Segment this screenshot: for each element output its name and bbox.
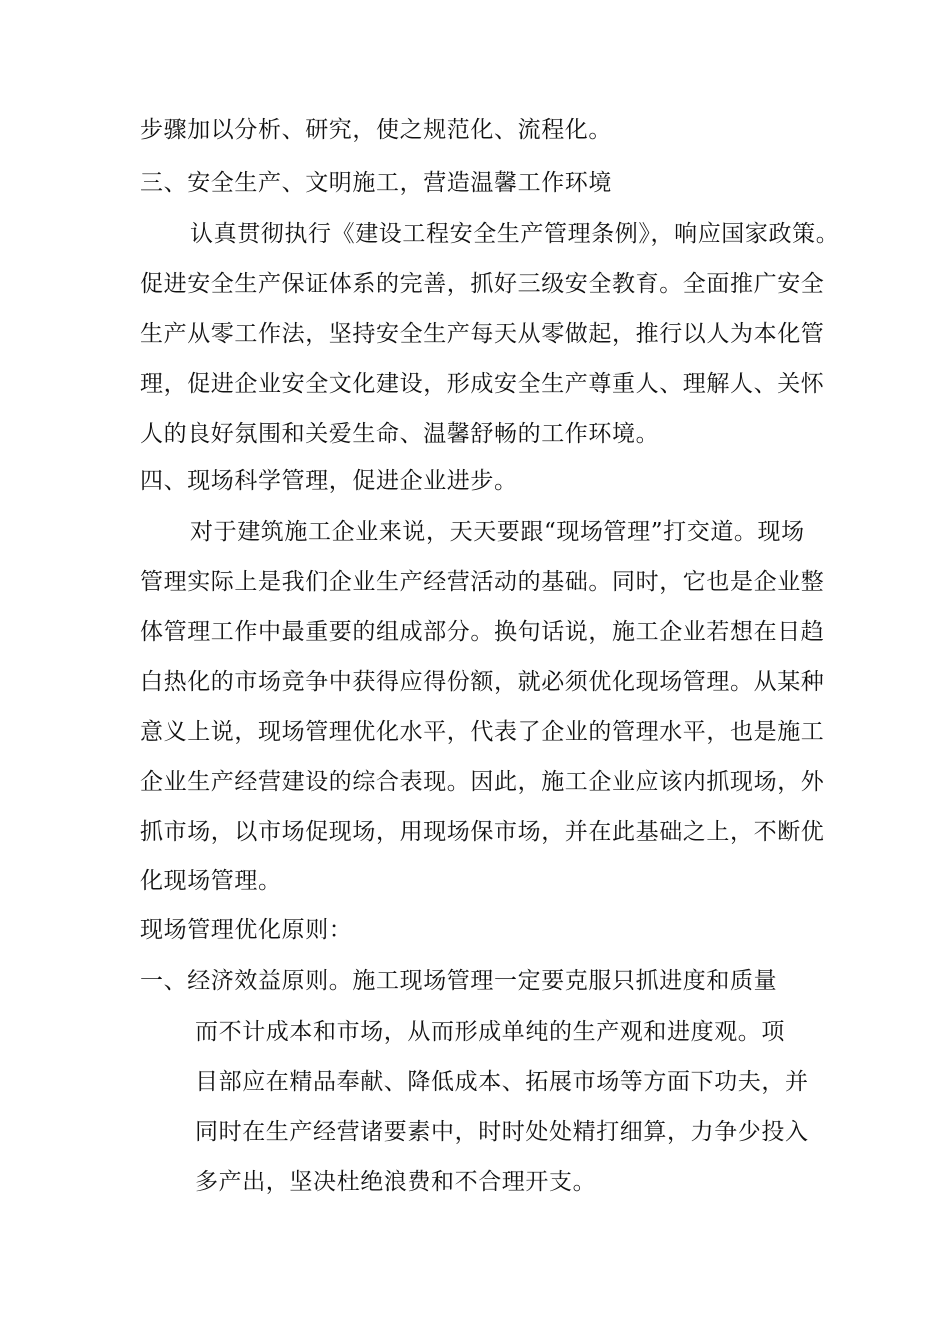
subheading-principles: 现场管理优化原则： (140, 917, 353, 943)
text-line-5: 生产从零工作法，坚持安全生产每天从零做起，推行以人为本化管 (140, 321, 825, 347)
text-line-15: 抓市场，以市场促现场，用现场保市场，并在此基础之上，不断优 (140, 819, 825, 845)
text-line-13: 意义上说，现场管理优化水平，代表了企业的管理水平，也是施工 (140, 719, 825, 745)
text-line-9: 对于建筑施工企业来说，天天要跟“现场管理”打交道。现场 (190, 519, 805, 545)
text-line-10: 管理实际上是我们企业生产经营活动的基础。同时，它也是企业整 (140, 569, 825, 595)
text-line-4: 促进安全生产保证体系的完善，抓好三级安全教育。全面推广安全 (140, 271, 825, 297)
principle-1-heading: 一、经济效益原则。施工现场管理一定要克服只抓进度和质量 (140, 968, 778, 994)
text-line-14: 企业生产经营建设的综合表现。因此，施工企业应该内抓现场，外 (140, 769, 825, 795)
principle-1-line-3: 目部应在精品奉献、降低成本、拓展市场等方面下功夫，并 (195, 1069, 809, 1095)
text-line-1: 步骤加以分析、研究，使之规范化、流程化。 (140, 117, 612, 143)
text-line-3: 认真贯彻执行《建设工程安全生产管理条例》，响应国家政策。 (190, 221, 840, 247)
principle-1-line-2: 而不计成本和市场，从而形成单纯的生产观和进度观。项 (195, 1019, 785, 1045)
text-line-6: 理，促进企业安全文化建设，形成安全生产尊重人、理解人、关怀 (140, 371, 825, 397)
text-line-7: 人的良好氛围和关爱生命、温馨舒畅的工作环境。 (140, 421, 660, 447)
principle-1-line-5: 多产出，坚决杜绝浪费和不合理开支。 (195, 1169, 597, 1195)
text-line-12: 白热化的市场竞争中获得应得份额，就必须优化现场管理。从某种 (140, 669, 825, 695)
text-line-11: 体管理工作中最重要的组成部分。换句话说，施工企业若想在日趋 (140, 619, 825, 645)
section-heading-3: 三、安全生产、文明施工，营造温馨工作环境 (140, 170, 612, 196)
principle-1-line-4: 同时在生产经营诸要素中，时时处处精打细算，力争少投入 (195, 1119, 809, 1145)
section-heading-4: 四、现场科学管理，促进企业进步。 (140, 468, 518, 494)
text-line-16: 化现场管理。 (140, 868, 282, 894)
